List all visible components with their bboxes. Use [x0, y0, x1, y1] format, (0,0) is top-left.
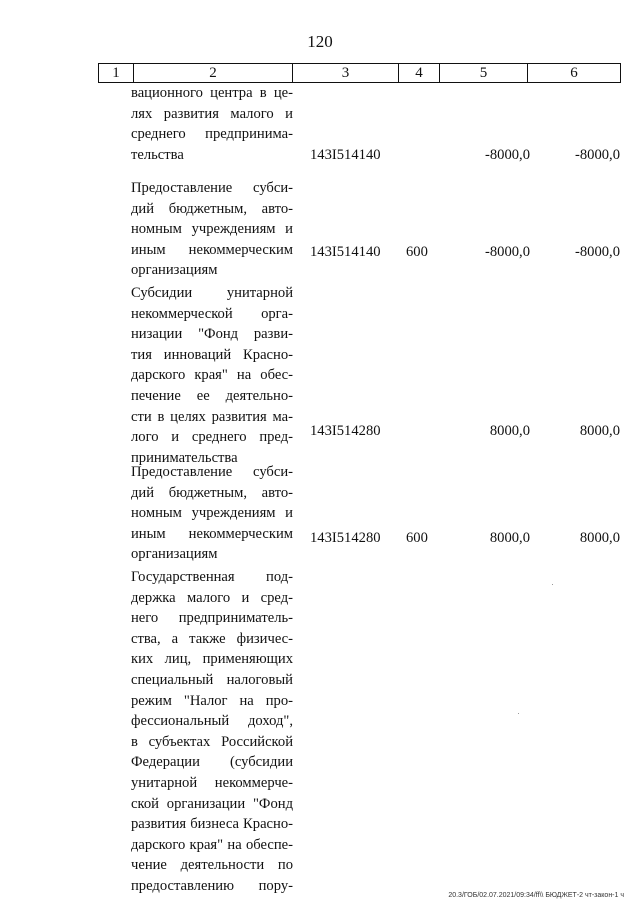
description-line: Федерации (субсидии — [131, 754, 293, 771]
description-line: принимательства — [131, 449, 238, 466]
description-line: него предприниматель- — [131, 610, 293, 627]
description-line: иным некоммерческим — [131, 241, 293, 258]
amount-col6: -8000,0 — [575, 146, 620, 163]
description-line: сти в целях развития ма- — [131, 408, 293, 425]
description-line: чение деятельности по — [131, 857, 293, 874]
column-header-3: 3 — [293, 64, 399, 83]
description-line: низации "Фонд разви- — [131, 326, 293, 343]
row-description — [131, 462, 293, 565]
column-header-1: 1 — [99, 64, 134, 83]
target-code: 143I514280 — [310, 530, 381, 546]
description-line: дий бюджетным, авто- — [131, 484, 293, 501]
column-header-2: 2 — [134, 64, 293, 83]
description-line: тия инноваций Красно- — [131, 346, 293, 363]
document-footer: 20.3/ГОБ/02.07.2021/09:34/ff\\ БЮДЖЕТ-2 чт-закон-1 ч — [448, 892, 624, 899]
description-line: печение ее деятельно- — [131, 387, 293, 404]
description-line: среднего предпринима- — [131, 126, 293, 143]
description-line: некоммерческой орга- — [131, 305, 293, 322]
description-line: номным учреждениям и — [131, 505, 293, 522]
description-line: режим "Налог на про- — [131, 692, 293, 709]
column-header-5: 5 — [440, 64, 528, 83]
description-line: Предоставление субси- — [131, 464, 293, 480]
amount-col6: 8000,0 — [579, 530, 620, 546]
description-line: дарского края" на обес- — [131, 367, 293, 384]
target-code: 143I514140 — [310, 146, 381, 163]
description-line: фессиональный доход", — [131, 713, 293, 730]
description-line: Субсидии унитарной — [131, 285, 293, 301]
description-line: ства, а также физичес- — [131, 630, 293, 647]
column-header-row — [98, 63, 621, 83]
target-code: 143I514140 — [310, 244, 381, 260]
amount-col6: -8000,0 — [575, 244, 620, 260]
description-line: Предоставление субси- — [131, 180, 293, 196]
description-line: ких лиц, применяющих — [131, 651, 293, 668]
target-code: 143I514280 — [310, 423, 381, 439]
description-line: держка малого и сред- — [131, 589, 293, 606]
column-header-6: 6 — [528, 64, 621, 83]
description-line: иным некоммерческим — [131, 525, 293, 542]
description-line: номным учреждениям и — [131, 221, 293, 238]
description-line: Государственная под- — [131, 569, 293, 585]
description-line: организациям — [131, 262, 218, 279]
expense-type: 600 — [406, 530, 428, 546]
column-header-4: 4 — [399, 64, 440, 83]
description-line: дарского края" на обеспе- — [131, 836, 293, 853]
description-line: вационного центра в це- — [131, 85, 293, 101]
row-description — [131, 178, 293, 281]
description-line: организациям — [131, 546, 218, 563]
amount-col5: 8000,0 — [489, 423, 530, 439]
amount-col5: -8000,0 — [485, 146, 530, 163]
row-description — [131, 567, 293, 897]
description-line: развития бизнеса Красно- — [131, 816, 293, 833]
description-line: лого и среднего пред- — [131, 429, 293, 446]
description-line: предоставлению пору- — [131, 877, 293, 894]
description-line: специальный налоговый — [131, 671, 293, 688]
description-line: ской организации "Фонд — [131, 795, 293, 812]
description-line: тельства — [131, 146, 184, 163]
description-line: в субъектах Российской — [131, 733, 293, 750]
amount-col6: 8000,0 — [579, 423, 620, 439]
amount-col5: 8000,0 — [489, 530, 530, 546]
amount-col5: -8000,0 — [485, 244, 530, 260]
scan-speck — [518, 713, 519, 714]
page-number: 120 — [307, 32, 333, 51]
row-description — [131, 283, 293, 468]
description-line: лях развития малого и — [131, 105, 293, 122]
expense-type: 600 — [406, 244, 428, 260]
description-line: унитарной некоммерче- — [131, 774, 293, 791]
scan-speck — [552, 584, 553, 585]
row-description — [131, 83, 293, 165]
description-line: дий бюджетным, авто- — [131, 200, 293, 217]
